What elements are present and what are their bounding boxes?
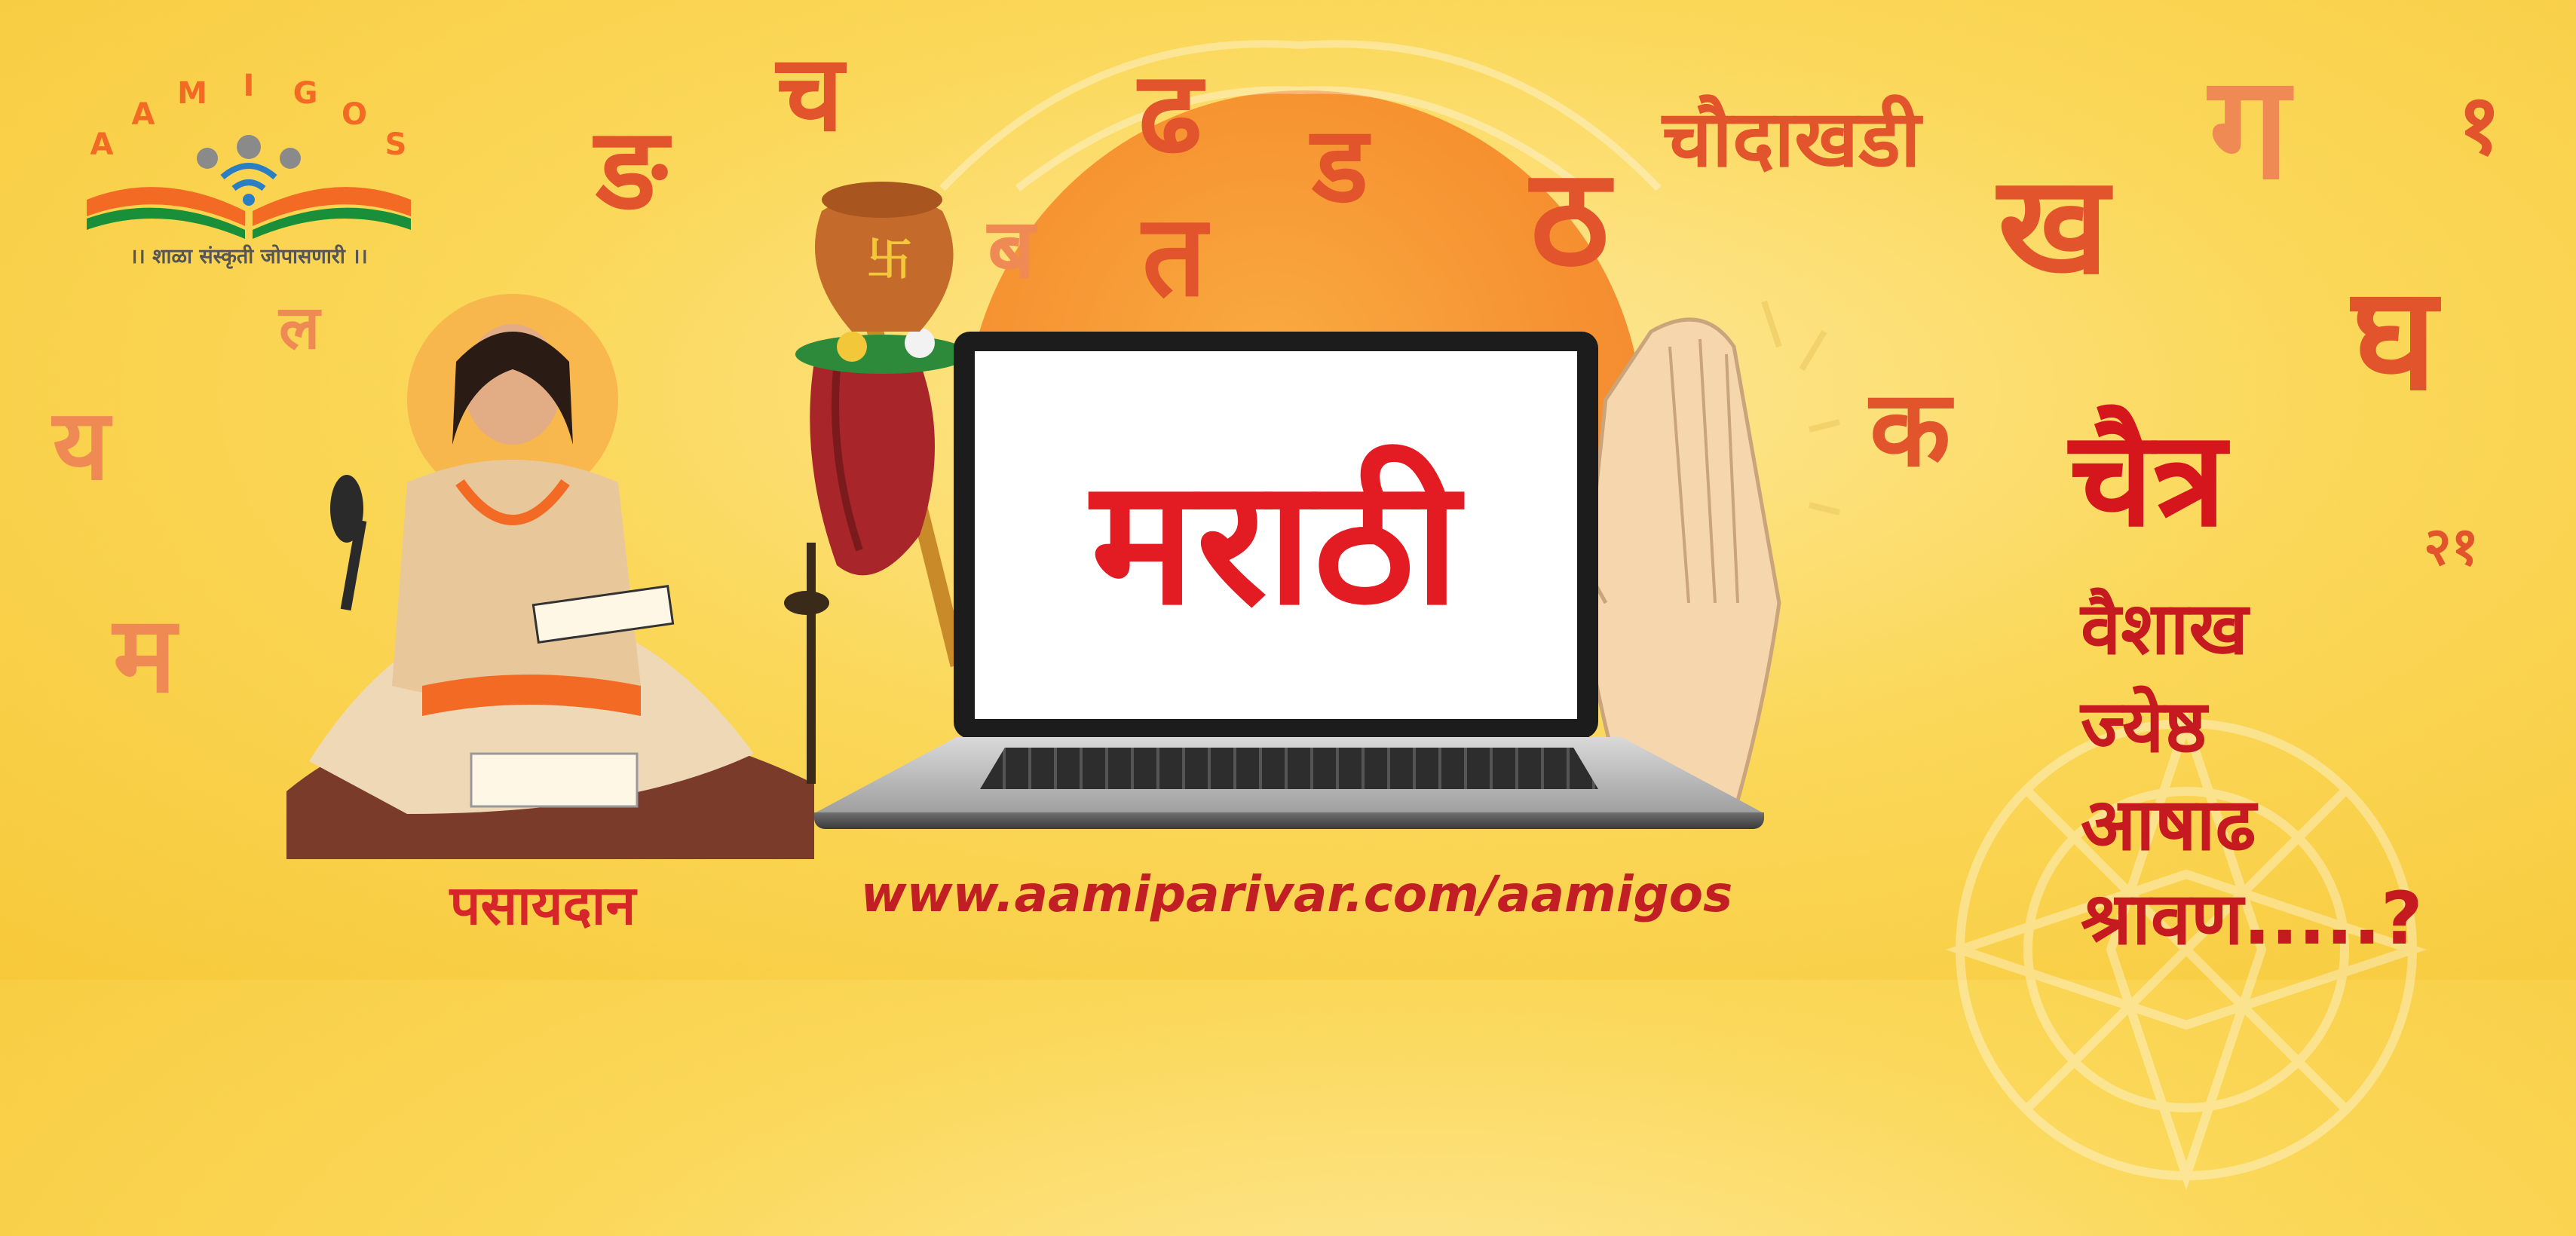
- svg-text:S: S: [384, 127, 407, 162]
- floating-letter: च: [776, 32, 844, 155]
- logo-tagline: ।। शाळा संस्कृती जोपासणारी ।।: [130, 245, 368, 268]
- screen-title: मराठी: [1091, 442, 1461, 644]
- svg-text:G: G: [293, 76, 318, 111]
- svg-text:M: M: [177, 76, 207, 111]
- svg-text:A: A: [131, 97, 155, 132]
- laptop-keyboard: [980, 748, 1598, 789]
- floating-letter: त: [1142, 191, 1207, 322]
- floating-letter: य: [53, 387, 110, 502]
- floating-letter: ड: [1312, 104, 1368, 227]
- floating-letter: म: [113, 594, 176, 717]
- svg-text:I: I: [243, 72, 255, 103]
- floating-letter: ढ: [1138, 47, 1202, 179]
- month-item: चैत्र: [2069, 403, 2226, 556]
- floating-letter: ख: [1998, 147, 2109, 304]
- saint-illustration: [286, 294, 837, 859]
- floating-letter: ग: [2209, 44, 2290, 211]
- floating-letter: ङ: [596, 104, 668, 235]
- pasayadan-caption: पसायदान: [449, 873, 636, 937]
- aamigos-logo: [72, 72, 426, 290]
- floating-letter: ल: [279, 292, 320, 363]
- laptop-base-lip: [814, 812, 1764, 829]
- floating-letter: ठ: [1530, 139, 1610, 297]
- chaudakhadi-heading: चौदाखडी: [1662, 93, 1921, 185]
- month-item: श्रावण.....?: [2081, 877, 2423, 961]
- laptop-screen: [975, 351, 1577, 719]
- laptop-icon: [814, 324, 1764, 837]
- floating-letter: ब: [988, 200, 1035, 297]
- month-item: वैशाख: [2081, 586, 2249, 671]
- website-link[interactable]: www.aamiparivar.com/aamigos: [860, 865, 1733, 923]
- laptop-screen-frame: [954, 332, 1598, 739]
- floating-letter: २१: [2424, 516, 2479, 577]
- month-item: आषाढ: [2081, 782, 2256, 867]
- floating-letter: १: [2458, 76, 2501, 173]
- floating-letter: घ: [2352, 255, 2437, 422]
- svg-text:A: A: [90, 127, 114, 162]
- svg-text:卐: 卐: [867, 234, 912, 286]
- svg-text:O: O: [341, 97, 368, 132]
- open-book-icon: [72, 117, 426, 245]
- month-item: ज्येष्ठ: [2081, 684, 2207, 769]
- floating-letter: क: [1870, 368, 1951, 491]
